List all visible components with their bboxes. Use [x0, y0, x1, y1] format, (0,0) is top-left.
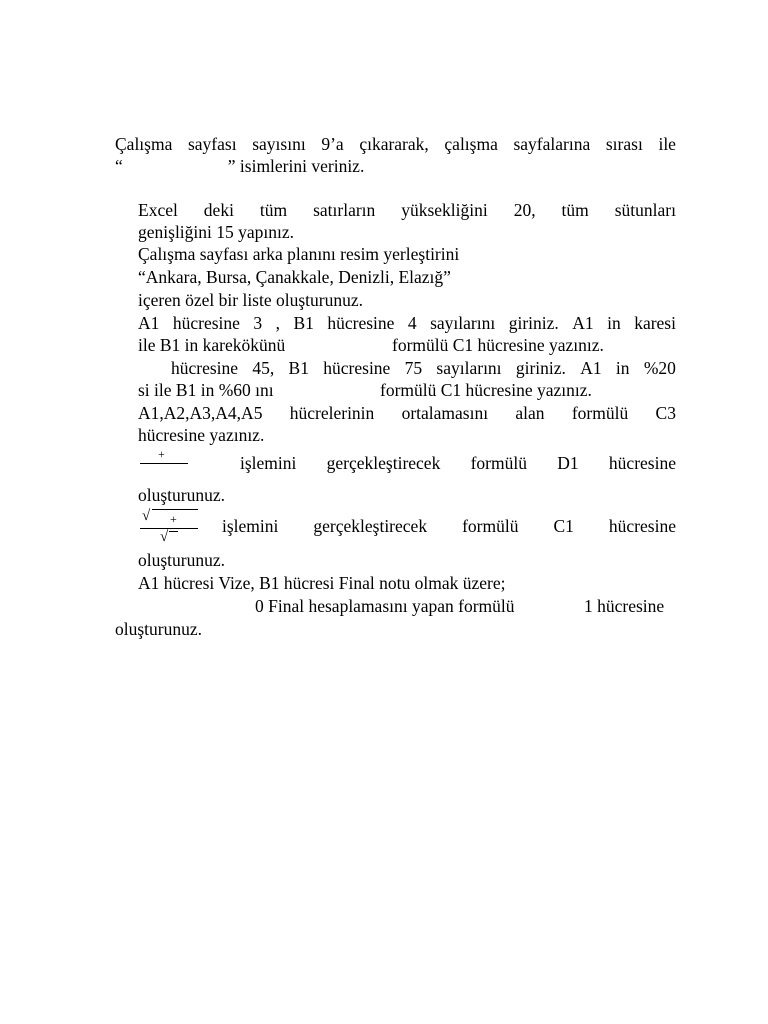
word: sayılarını [436, 358, 502, 378]
line-13: hücresine yazınız. [138, 425, 265, 445]
word: in [615, 358, 630, 378]
word: A1 [138, 313, 160, 333]
word: B1 [288, 358, 309, 378]
line-9b: formülü C1 hücresine yazınız. [392, 335, 604, 355]
word: karesi [634, 313, 676, 333]
word: C1 [553, 516, 574, 536]
word: formülü [462, 516, 519, 536]
word: sütunları [614, 200, 676, 220]
word: formülü [571, 403, 629, 423]
line-1 [115, 133, 676, 155]
word: çıkararak, [359, 134, 429, 154]
line-6: “Ankara, Bursa, Çanakkale, Denizli, Elazığ” [138, 267, 451, 287]
word: B1 [293, 313, 314, 333]
radical-bar-denominator [169, 531, 178, 532]
word: ortalamasını [401, 403, 489, 423]
word: Excel [138, 200, 178, 220]
word: C3 [655, 403, 676, 423]
fraction-1 [138, 446, 190, 472]
line-12 [138, 402, 676, 424]
line-16 [222, 515, 676, 537]
word: tüm [259, 200, 288, 220]
line-11b: formülü C1 hücresine yazınız. [380, 380, 592, 400]
line-15: oluşturunuz. [138, 485, 226, 505]
word: in [607, 313, 621, 333]
word: 3 [253, 313, 263, 333]
word: gerçekleştirecek [313, 516, 428, 536]
word: sayfası [187, 134, 237, 154]
line-20: oluşturunuz. [115, 619, 203, 639]
word: hücresine [327, 313, 395, 333]
line-8 [138, 312, 676, 334]
word: gerçekleştirecek [326, 453, 441, 473]
word: çalışma [444, 134, 498, 154]
line-19a: 0 Final hesaplamasını yapan formülü [255, 596, 515, 616]
word: A1,A2,A3,A4,A5 [138, 403, 263, 423]
word: 4 [407, 313, 417, 333]
word: formülü [470, 453, 527, 473]
plus-sign: + [170, 512, 177, 526]
word: D1 [557, 453, 579, 473]
word: işlemini [222, 516, 279, 536]
word: Çalışma [115, 134, 173, 154]
word: 9’a [321, 134, 344, 154]
sqrt-sign: √ [142, 508, 151, 524]
word: deki [203, 200, 234, 220]
word: hücrelerinin [289, 403, 375, 423]
plus-sign: + [158, 447, 165, 461]
line-11a: si ile B1 in %60 ını [138, 380, 274, 400]
line-9a: ile B1 in karekökünü [138, 335, 286, 355]
radical-bar [152, 509, 198, 510]
line-19b: 1 hücresine [584, 596, 665, 616]
word: hücresine [608, 453, 676, 473]
word: yüksekliğini [401, 200, 488, 220]
fraction-bar [140, 463, 188, 464]
word: işlemini [240, 453, 297, 473]
word: , [275, 313, 280, 333]
line-3 [138, 199, 676, 221]
word: alan [515, 403, 545, 423]
line-7: içeren özel bir liste oluşturunuz. [138, 290, 363, 310]
fraction-2 [138, 506, 202, 550]
sqrt-sign-denominator: √ [160, 529, 169, 545]
word: hücresine [608, 516, 676, 536]
line-18: A1 hücresi Vize, B1 hücresi Final notu olmak üzere; [138, 573, 506, 593]
word: sayısını [252, 134, 306, 154]
line-10 [171, 357, 676, 379]
word: A1 [572, 313, 594, 333]
word: ile [658, 134, 676, 154]
word: A1 [580, 358, 602, 378]
word: sırası [605, 134, 643, 154]
word: 20, [513, 200, 536, 220]
word: %20 [643, 358, 676, 378]
line-5: Çalışma sayfası arka planını resim yerleştirini [138, 244, 460, 264]
word: hücresine [172, 313, 240, 333]
line-4: genişliğini 15 yapınız. [138, 222, 295, 242]
word: giriniz. [508, 313, 559, 333]
word: hücresine [323, 358, 391, 378]
word: satırların [313, 200, 376, 220]
fraction-bar [140, 528, 198, 529]
word: 75 [404, 358, 423, 378]
line-17: oluşturunuz. [138, 550, 226, 570]
word: 45, [252, 358, 275, 378]
word: hücresine [171, 358, 239, 378]
word: sayılarını [430, 313, 496, 333]
word: sayfalarına [513, 134, 591, 154]
word: giriniz. [515, 358, 566, 378]
line-14 [240, 452, 676, 474]
word: tüm [561, 200, 589, 220]
line-2: “ ” isimlerini veriniz. [115, 156, 365, 176]
